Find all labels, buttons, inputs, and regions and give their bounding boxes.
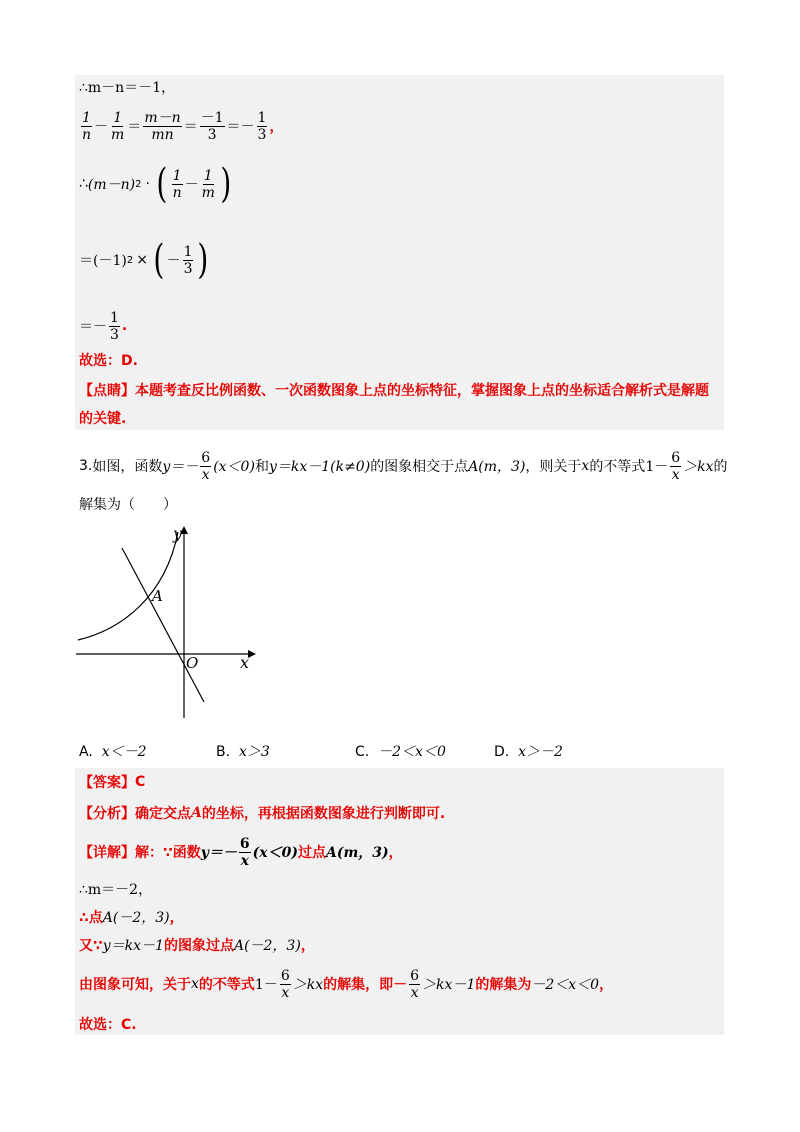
detail-line: 【详解】 解：∵函数 y＝－ $\frac{6}{x}$ (x＜0) 过点 A(m，3) ， [79,835,403,869]
question-line-2: 解集为（ ） [79,497,177,513]
fraction: $\frac{6}{x}$ [410,967,420,1001]
origin-label: O [186,654,199,672]
fraction: $\frac{-1}{3}$ [200,109,224,143]
detail-line-m: ∴m＝－2， [79,882,153,898]
detail-tag: 【详解】 [79,845,135,861]
option-c[interactable]: C. －2＜x＜0 [355,744,446,760]
note-tag: 【点睛】 [79,383,135,399]
fraction: $\frac{1}{3}$ [110,309,119,343]
y-axis-label: y [173,524,183,543]
note-text: 本题考查反比例函数、一次函数图象上点的坐标特征，掌握图象上点的坐标适合解析式是解题 [135,383,709,399]
x-axis-label: x [240,653,250,672]
analysis-tag: 【分析】 [79,806,135,822]
previous-choice: 故选：D. [79,353,138,369]
fraction: $\frac{1}{n}$ [82,109,92,143]
fraction: $\frac{6}{x}$ [280,967,290,1001]
solution-line-5: ＝－ $\frac{1}{3}$ . [79,309,128,343]
solution-line-4: ＝(－1) 2 × ( － $\frac{1}{3}$ ) [79,237,209,283]
option-b[interactable]: B. x＞3 [216,744,270,760]
question-number: 3. [79,458,93,474]
answer-value: C [135,774,146,790]
fraction: $\frac{6}{x}$ [239,835,250,869]
solution-line-1: ∴m－n＝－1， [79,80,176,96]
solution-line-3: ∴ (m－n) 2 · ( $\frac{1}{n}$ － $\frac{1}{m}$ ) [79,161,232,207]
fraction: $\frac{1}{n}$ [172,167,182,201]
detail-line-again: 又∵ y＝kx－1 的图象过点 A(－2，3) ， [79,938,315,954]
conclusion-line: 由图象可知，关于 x 的不等式 1－ $\frac{6}{x}$ ＞kx 的解集，即－ $\frac{6}{x}$ ＞kx－1 的解集为 －2＜x＜0 ， [79,967,614,1001]
option-d[interactable]: D. x＞－2 [494,744,563,760]
answer-tag: 【答案】 [79,775,135,791]
option-a[interactable]: A. x＜－2 [79,744,147,760]
point-a-label: A [152,587,163,605]
fraction: $\frac{1}{3}$ [183,243,193,277]
fraction: $\frac{m-n}{mn}$ [144,109,181,143]
x-axis-arrow [248,650,256,658]
linear-function-line [122,548,204,702]
answer-line [79,772,145,792]
fraction: $\frac{6}{x}$ [201,449,211,483]
note-line-2: 的关键. [79,411,127,427]
final-choice: 故选：C. [79,1017,137,1033]
fraction: $\frac{1}{3}$ [257,109,267,143]
analysis-line: 【分析】 确定交点 A 的坐标，再根据函数图象进行判断即可. [79,805,446,822]
question-line-1: 3. 如图，函数 y＝－ $\frac{6}{x}$ (x＜0) 和 y＝kx－1(k≠0) 的图象相交于点 A(m，3) ，则关于 x 的不等式 1－ $\frac{6}{x}$ ＞kx 的 [79,449,728,483]
fraction: $\frac{6}{x}$ [671,449,681,483]
fraction: $\frac{1}{m}$ [111,109,125,143]
solution-line-2: $\frac{1}{n}$ － $\frac{1}{m}$ ＝ $\frac{m-n}{mn}$ ＝ $\frac{-1}{3}$ ＝－ $\frac{1}{3}$ ， [82,109,284,143]
note-line-1 [79,380,709,400]
function-graph [70,518,260,723]
detail-line-point: ∴点 A(－2，3) ， [79,910,184,926]
fraction: $\frac{1}{m}$ [201,167,215,201]
